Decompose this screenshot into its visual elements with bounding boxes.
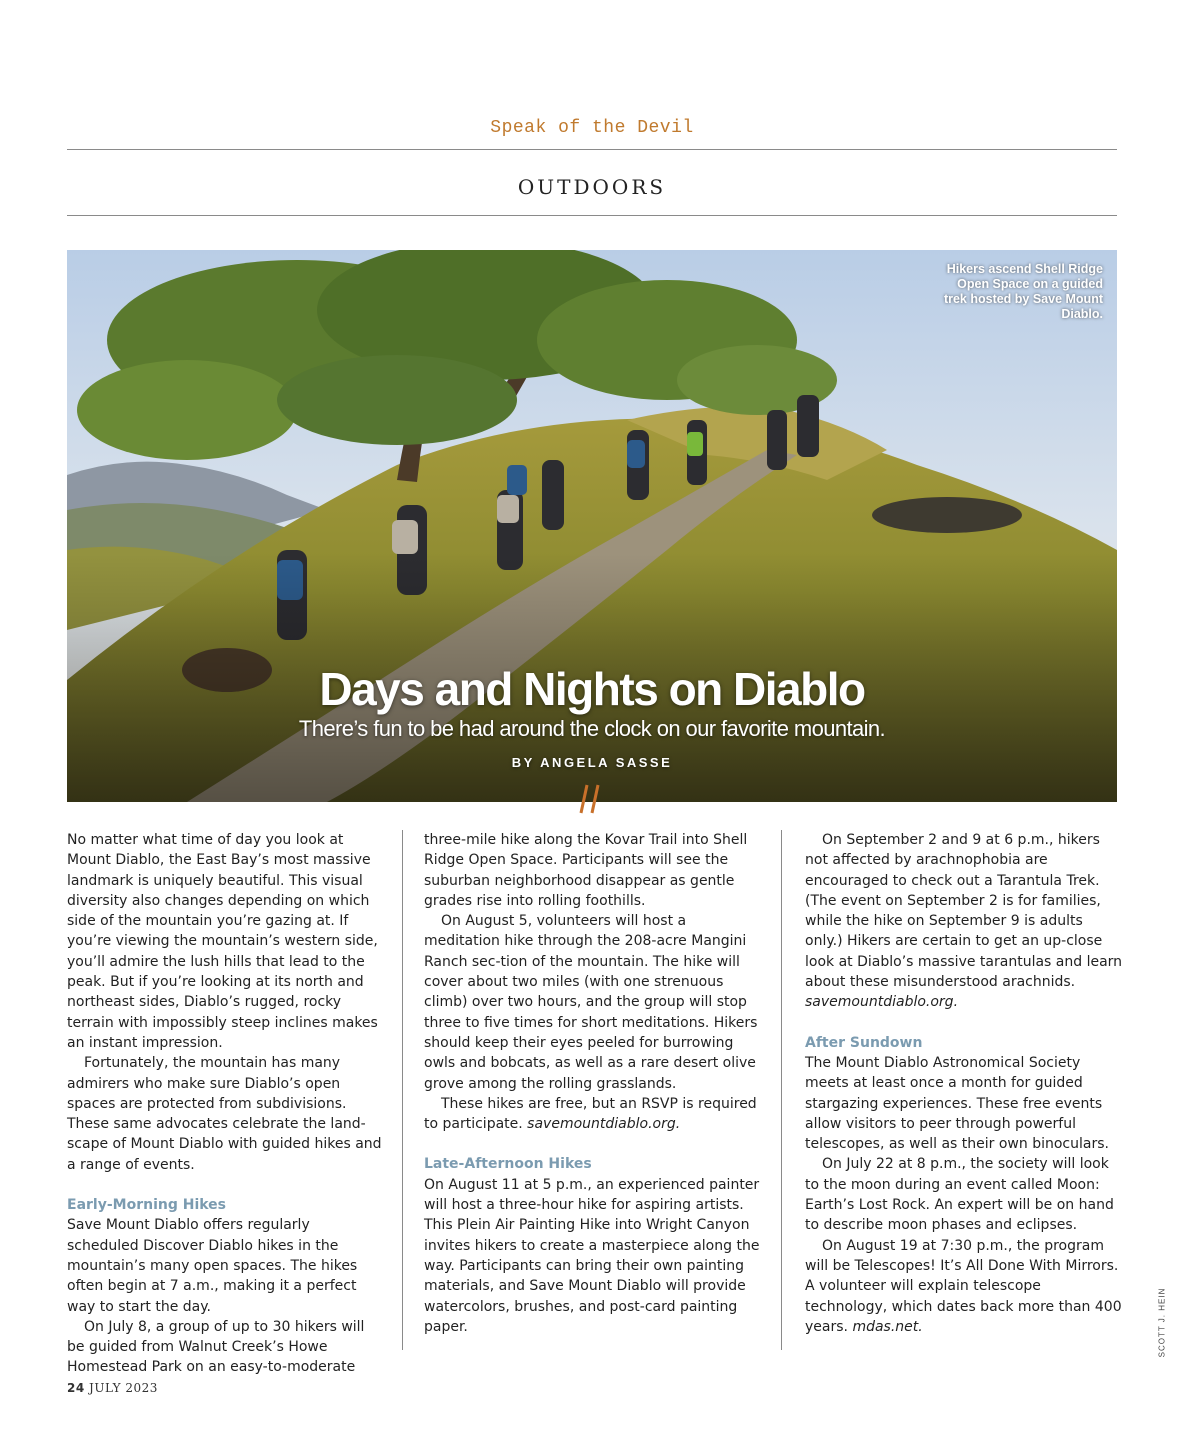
paragraph — [805, 830, 1123, 1013]
paragraph — [424, 1094, 762, 1135]
article-byline: BY ANGELA SASSE — [511, 755, 673, 770]
subhead-early-morning: Early-Morning Hikes — [67, 1197, 227, 1214]
paragraph: On July 8, a group of up to 30 hikers will be guided from Walnut Creek’s Howe Homestead Park on an easy-to-moderate — [67, 1318, 365, 1376]
subhead-after-sundown: After Sundown — [805, 1034, 923, 1051]
paragraph: The Mount Diablo Astronomical Society meets at least once a month for guided stargazing experiences. These free events allow visitors to peer through powerful telescopes, as well as their own binoculars. — [805, 1054, 1109, 1153]
article-headline: Days and Nights on Diablo — [319, 663, 865, 715]
paragraph: On August 5, volunteers will host a meditation hike through the 208-acre Mangini Ranch sec-tion of the mountain. The hike will cover about two miles (with one strenuous climb) over two hours, and the group will stop three to five times for short meditations. Hikers should keep their eyes peeled for burrowing owls and bobcats, as well as a rare desert olive grove among the rolling grasslands. — [424, 913, 758, 1092]
paragraph: three-mile hike along the Kovar Trail into Shell Ridge Open Space. Participants will see the suburban neighborhood disappear as gentle grades rise into rolling foothills. — [424, 832, 748, 909]
article-column-3 — [805, 830, 1123, 1337]
paragraph: No matter what time of day you look at Mount Diablo, the East Bay’s most massive landmark is uniquely beautiful. This visual diversity also changes depending on which side of the mountain you’re gazing at. If you’re viewing the mountain’s western side, you’ll admire the lush hills that lead to the peak. But if you’re looking at its north and northeast sides, Diablo’s rugged, rocky terrain with impossibly steep inclines makes an instant impression. — [67, 832, 378, 1051]
paragraph-text: On August 19 at 7:30 p.m., the program will be Telescopes! It’s All Done With Mirrors. A volunteer will explain telescope technology, which dates back more than 400 years. — [805, 1237, 1122, 1335]
paragraph: Save Mount Diablo offers regularly scheduled Discover Diablo hikes in the mountain’s many open spaces. The hikes often begin at 7 a.m., making it a perfect way to start the day. — [67, 1217, 358, 1315]
article-dek: There’s fun to be had around the clock on our favorite mountain. — [298, 716, 886, 741]
column-divider — [402, 830, 403, 1350]
paragraph-text: These hikes are free, but an RSVP is required to participate. — [424, 1095, 757, 1133]
section-rule — [67, 215, 1117, 216]
page-folio — [67, 1381, 158, 1395]
article-column-1 — [67, 830, 385, 1378]
section-kicker: Speak of the Devil — [490, 118, 694, 138]
hero-photo — [67, 250, 1117, 802]
double-slash-ornament-icon — [578, 783, 604, 815]
issue-date: JULY 2023 — [89, 1381, 158, 1395]
page-number: 24 — [67, 1381, 85, 1395]
website-link[interactable]: savemountdiablo.org. — [805, 994, 959, 1011]
article-column-2 — [424, 830, 762, 1337]
photo-credit: SCOTT J. HEIN — [1157, 1287, 1167, 1358]
section-title: OUTDOORS — [517, 175, 667, 199]
website-link[interactable]: savemountdiablo.org. — [527, 1116, 681, 1133]
paragraph-text: On September 2 and 9 at 6 p.m., hikers not affected by arachnophobia are encouraged to check out a Tarantula Trek. (The event on September 2 is for families, while the hike on September 9 is adults only.) Hikers are certain to get an up-close look at Diablo’s massive tarantulas and learn about these misunderstood arachnids. — [805, 832, 1123, 991]
paragraph: On July 22 at 8 p.m., the society will look to the moon during an event called Moon: Earth’s Lost Rock. An expert will be on hand to describe moon phases and eclipses. — [805, 1156, 1114, 1234]
paragraph: Fortunately, the mountain has many admirers who make sure Diablo’s open spaces are protected from subdivisions. These same advocates celebrate the land-scape of Mount Diablo with guided hikes and a range of events. — [67, 1055, 382, 1173]
paragraph: On August 11 at 5 p.m., an experienced painter will host a three-hour hike for aspiring artists. This Plein Air Painting Hike into Wright Canyon invites hikers to create a masterpiece along the way. Participants can bring their own painting materials, and Save Mount Diablo will provide watercolors, brushes, and post-card painting paper. — [424, 1176, 760, 1335]
subhead-late-afternoon: Late-Afternoon Hikes — [424, 1156, 592, 1173]
photo-caption: Hikers ascend Shell Ridge Open Space on a guided trek hosted by Save Mount Diablo. — [943, 262, 1103, 321]
top-rule — [67, 149, 1117, 150]
paragraph — [805, 1236, 1123, 1337]
website-link[interactable]: mdas.net. — [852, 1318, 923, 1335]
column-divider — [781, 830, 782, 1350]
